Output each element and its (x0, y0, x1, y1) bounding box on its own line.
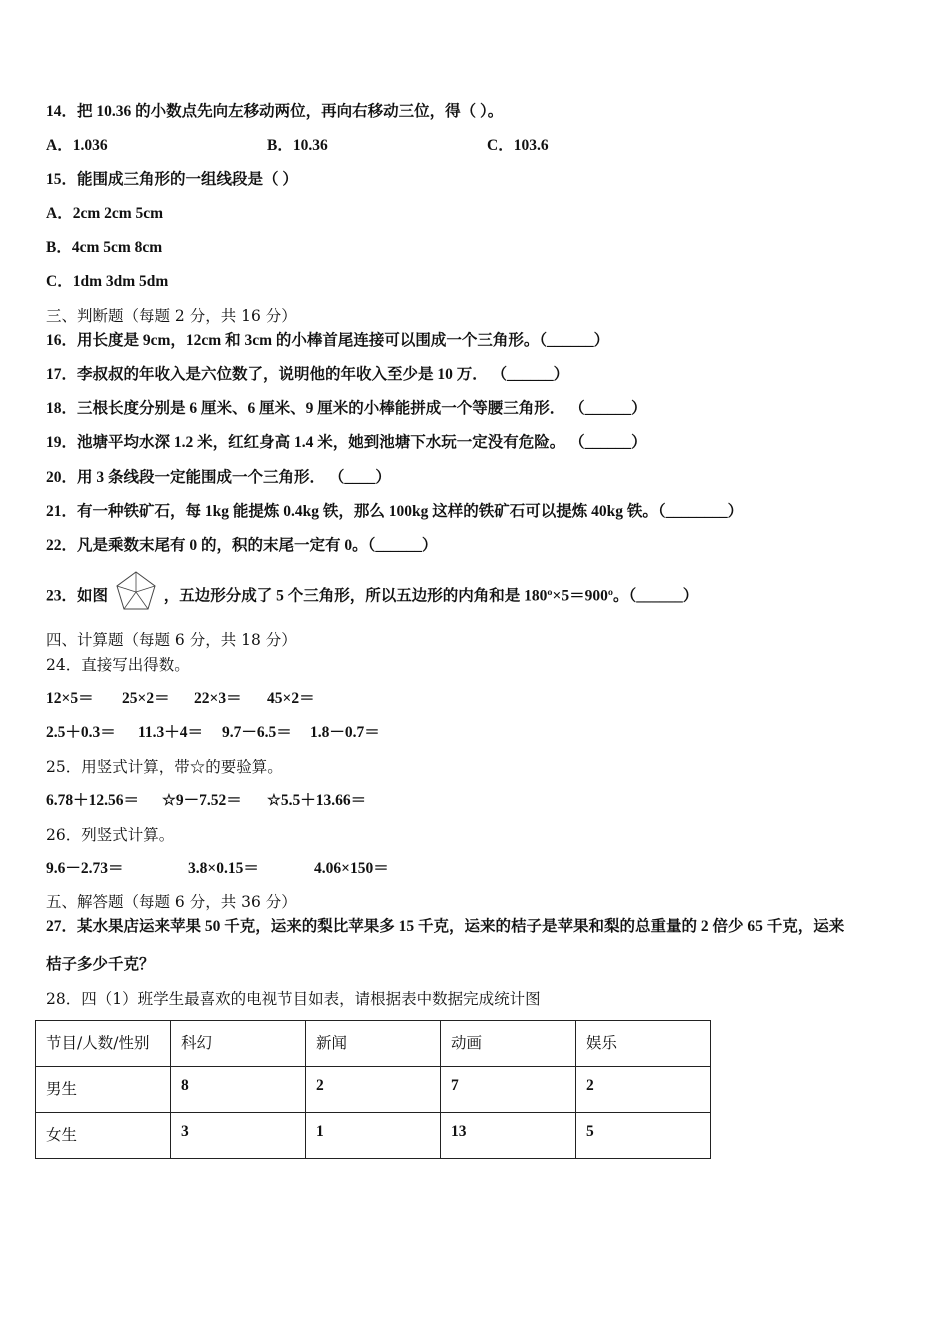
calc-item: 22×3＝ (194, 690, 242, 707)
table-header-cell: 科幻 (171, 1021, 306, 1067)
question-27-line-2: 桔子多少千克？ (46, 956, 155, 973)
question-28: 28．四（1）班学生最喜欢的电视节目如表，请根据表中数据完成统计图 (46, 990, 541, 1008)
table-row (36, 1067, 711, 1113)
q14-option-b: B．10.36 (267, 137, 328, 154)
calc-item: 3.8×0.15＝ (188, 860, 259, 877)
q15-option-b: B．4cm 5cm 8cm (46, 239, 163, 256)
table-cell: 13 (441, 1113, 576, 1159)
question-23 (46, 582, 698, 612)
question-16: 16．用长度是 9cm，12cm 和 3cm 的小棒首尾连接可以围成一个三角形。（______） (46, 332, 610, 349)
question-21: 21．有一种铁矿石，每 1kg 能提炼 0.4kg 铁，那么 100kg 这样的铁矿石可以提炼 40kg 铁。（________） (46, 503, 744, 520)
calc-item: 1.8－0.7＝ (310, 724, 380, 741)
calc-item: 12×5＝ (46, 690, 94, 707)
calc-item: ☆9－7.52＝ (162, 792, 242, 809)
table-header-cell: 节目/人数/性别 (36, 1021, 171, 1067)
q23-suffix: ，五边形分成了 5 个三角形，所以五边形的内角和是 180º×5＝900º。（______） (163, 587, 699, 605)
table-header-cell: 娱乐 (576, 1021, 711, 1067)
table-cell: 2 (576, 1067, 711, 1113)
q15-option-a: A．2cm 2cm 5cm (46, 205, 164, 222)
table-row-label: 女生 (36, 1113, 171, 1159)
question-27-line-1: 27．某水果店运来苹果 50 千克，运来的梨比苹果多 15 千克，运来的桔子是苹果和梨的总重量的 2 倍少 65 千克，运来 (46, 918, 845, 935)
table-row (36, 1113, 711, 1159)
tv-program-table (35, 1020, 711, 1159)
q23-prefix: 23．如图 (46, 587, 109, 605)
table-row-label: 男生 (36, 1067, 171, 1113)
table-cell: 7 (441, 1067, 576, 1113)
question-19: 19．池塘平均水深 1.2 米，红红身高 1.4 米，她到池塘下水玩一定没有危险。 （______） (46, 434, 647, 451)
question-20: 20．用 3 条线段一定能围成一个三角形． （____） (46, 469, 391, 486)
question-14: 14．把 10.36 的小数点先向左移动两位，再向右移动三位，得（ ）。 (46, 103, 504, 120)
table-header-row (36, 1021, 711, 1067)
q14-option-c: C．103.6 (487, 137, 549, 154)
q15-option-c: C．1dm 3dm 5dm (46, 273, 169, 290)
calc-item: 2.5＋0.3＝ (46, 724, 116, 741)
q14-option-a: A．1.036 (46, 137, 108, 154)
calc-item: 11.3＋4＝ (138, 724, 204, 741)
calc-item: ☆5.5＋13.66＝ (267, 792, 367, 809)
calc-item: 6.78＋12.56＝ (46, 792, 140, 809)
question-26: 26．列竖式计算。 (46, 826, 175, 844)
calc-item: 9.7－6.5＝ (222, 724, 292, 741)
section-3-title: 三、判断题（每题 2 分，共 16 分） (46, 307, 297, 325)
pentagon-figure (114, 570, 158, 612)
question-15: 15．能围成三角形的一组线段是（ ） (46, 171, 298, 188)
table-cell: 5 (576, 1113, 711, 1159)
table-header-cell: 动画 (441, 1021, 576, 1067)
question-24: 24．直接写出得数。 (46, 656, 190, 674)
question-18: 18．三根长度分别是 6 厘米、6 厘米、9 厘米的小棒能拼成一个等腰三角形． （______） (46, 400, 647, 417)
calc-item: 25×2＝ (122, 690, 170, 707)
table-cell: 2 (306, 1067, 441, 1113)
table-cell: 3 (171, 1113, 306, 1159)
table-cell: 8 (171, 1067, 306, 1113)
question-17: 17．李叔叔的年收入是六位数了，说明他的年收入至少是 10 万． （______） (46, 366, 570, 383)
calc-item: 45×2＝ (267, 690, 315, 707)
question-25: 25．用竖式计算，带☆的要验算。 (46, 758, 283, 776)
section-5-title: 五、解答题（每题 6 分，共 36 分） (46, 893, 297, 911)
calc-item: 9.6－2.73＝ (46, 860, 124, 877)
table-header-cell: 新闻 (306, 1021, 441, 1067)
table-cell: 1 (306, 1113, 441, 1159)
calc-item: 4.06×150＝ (314, 860, 389, 877)
section-4-title: 四、计算题（每题 6 分，共 18 分） (46, 631, 297, 649)
question-22: 22．凡是乘数末尾有 0 的，积的末尾一定有 0。（______） (46, 537, 438, 554)
